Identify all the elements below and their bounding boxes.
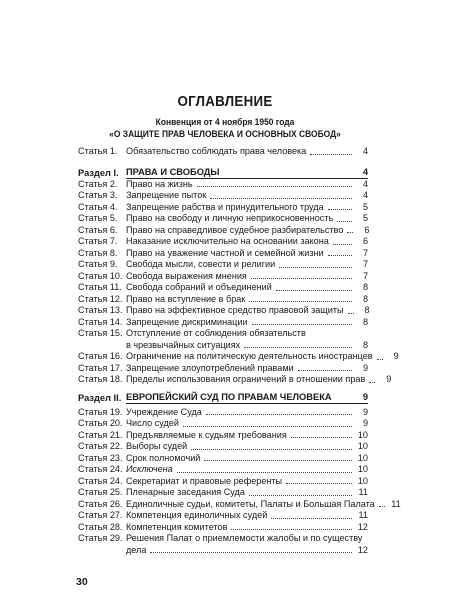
toc-entry (78, 190, 368, 202)
toc-entry-page: 6 (362, 236, 368, 246)
toc-entry-page: 6 (364, 224, 370, 235)
dot-leader (310, 154, 352, 155)
toc-entry-title: Учреждение Суда (126, 406, 202, 417)
dot-leader (150, 552, 352, 553)
toc-entry-title: Отступление от соблюдения обязательств (126, 328, 306, 338)
dot-leader (276, 290, 352, 291)
toc-entry-title: Право на справедливое судебное разбирательство (126, 224, 344, 235)
toc-entry-number: Статья 18. (78, 374, 123, 384)
toc-section-heading (78, 166, 368, 179)
toc-entry-number: Статья 9. (78, 259, 118, 269)
toc-entry-title: Свобода собраний и объединений (126, 282, 272, 292)
toc-entry-title: Право на жизнь (126, 178, 193, 189)
toc-entry-number: Статья 25. (78, 487, 123, 497)
toc-entry-number: Статья 8. (78, 247, 118, 258)
dot-leader (348, 313, 354, 314)
toc-entry (78, 430, 368, 442)
toc-entry-title: Пределы использования ограничений в отношении прав (126, 374, 366, 384)
toc-entry-title: Право на вступление в брак (126, 293, 246, 304)
toc-entry-title: Компетенция комитетов (126, 521, 228, 532)
toc-entry (78, 213, 368, 225)
toc-entry (78, 522, 368, 534)
toc-entry (78, 259, 368, 271)
dot-leader (298, 370, 352, 371)
toc-entry-page: 8 (362, 282, 368, 292)
toc-entry (78, 374, 392, 386)
toc-entry (78, 351, 399, 363)
toc-entry-page: 12 (357, 544, 368, 555)
toc-entry-page: 4 (362, 146, 368, 156)
toc-entry-page: 7 (362, 270, 368, 281)
toc-entry (78, 236, 368, 248)
toc-entry-number: Статья 22. (78, 441, 123, 451)
dot-leader (197, 186, 352, 187)
toc-entry-title: Секретариат и правовые референты (126, 475, 283, 486)
toc-entry-number: Статья 11. (78, 282, 122, 292)
toc-entry-title: Единоличные судьи, комитеты, Палаты и Большая Палата (126, 498, 375, 509)
toc-entry (78, 441, 368, 453)
toc-entry (78, 202, 368, 214)
toc-entry-number: Статья 21. (78, 429, 123, 440)
dot-leader (369, 382, 375, 383)
toc-entry-number: Статья 27. (78, 510, 123, 520)
dot-leader (337, 221, 352, 222)
toc-entry-page: 11 (358, 487, 368, 497)
toc-entry-title: Запрещение дискриминации (126, 316, 248, 327)
toc-entry-page: 4 (362, 178, 368, 189)
dot-leader (204, 460, 352, 461)
dot-leader (206, 414, 352, 415)
toc-entry-page: 8 (364, 305, 370, 315)
dot-leader (244, 347, 352, 348)
toc-entry-page: 10 (357, 429, 368, 440)
toc-entry-title: Число судей (126, 418, 179, 428)
toc-entry-number: Статья 2. (78, 178, 118, 189)
toc-entry (78, 328, 368, 351)
toc-entry (78, 294, 368, 306)
dot-leader (249, 495, 352, 496)
toc-entry-number: Статья 28. (78, 521, 123, 532)
section-page: 4 (362, 166, 368, 177)
toc-entry-title: Запрещение рабства и принудительного труда (126, 201, 324, 212)
toc-entry-page: 9 (362, 406, 368, 417)
toc-entry-number: Статья 7. (78, 236, 118, 246)
toc-entry-page: 5 (362, 213, 368, 223)
dot-leader (279, 267, 352, 268)
dot-leader (183, 426, 352, 427)
toc-entry-title-continued: дела (126, 544, 147, 555)
section-page: 9 (362, 391, 368, 402)
toc-entry-page: 8 (362, 316, 368, 327)
toc-entry (78, 146, 368, 158)
toc-entry-title: Пленарные заседания Суда (126, 487, 245, 497)
toc-entry (78, 363, 368, 375)
toc-entry-page: 8 (362, 293, 368, 304)
toc-entry-number: Статья 6. (78, 224, 118, 235)
dot-leader (249, 301, 352, 302)
toc-entry-page: 11 (391, 498, 401, 509)
toc-entry (78, 510, 368, 522)
toc-entry-title: Обязательство соблюдать права человека (126, 146, 307, 156)
toc-entry-number: Статья 10. (78, 270, 123, 281)
toc-entry-number: Статья 24. (78, 464, 123, 474)
toc-entry (78, 453, 368, 465)
dot-leader (210, 198, 352, 199)
toc-entry (78, 271, 368, 283)
toc-entry-title: Компетенция единоличных судей (126, 510, 268, 520)
toc-entry-title: Ограничение на политическую деятельность иностранцев (126, 351, 373, 361)
toc-entry (78, 282, 368, 294)
toc-entry (78, 418, 368, 430)
convention-date-line: Конвенция от 4 ноября 1950 года (155, 117, 295, 128)
toc-entry-page: 4 (362, 190, 368, 200)
toc-entry-page: 10 (357, 475, 368, 486)
toc-entry-title: Решения Палат о приемлемости жалобы и по существу (126, 533, 363, 543)
toc-entry-page: 11 (358, 510, 368, 520)
toc-entry-number: Статья 29. (78, 533, 123, 543)
toc-entry-number: Статья 19. (78, 406, 123, 417)
dot-leader (271, 518, 352, 519)
toc-entry (78, 498, 401, 511)
toc-entry-number: Статья 16. (78, 351, 123, 361)
toc-entry (78, 225, 368, 237)
toc-entry-title: Предъявляемые к судьям требования (126, 429, 287, 440)
toc-section-heading (78, 391, 368, 404)
toc-entry-number: Статья 20. (78, 418, 123, 428)
page-title: ОГЛАВЛЕНИЕ (177, 94, 273, 110)
toc-entry-number: Статья 4. (78, 201, 118, 212)
toc-entry-title: Свобода выражения мнения (126, 270, 247, 281)
dot-leader (377, 359, 383, 360)
toc-entry-number: Статья 17. (78, 362, 123, 373)
toc-entry-title: Запрещение пыток (126, 190, 207, 200)
toc-entry (78, 248, 368, 260)
toc-entry-number: Статья 5. (78, 213, 118, 223)
toc-entry-page: 8 (362, 339, 368, 350)
section-title: ПРАВА И СВОБОДЫ (126, 166, 220, 177)
toc-entry (78, 487, 368, 499)
dot-leader (328, 255, 352, 256)
toc-entry-number: Статья 24. (78, 475, 123, 486)
dot-leader (252, 324, 352, 325)
section-number: Раздел I. (78, 167, 119, 178)
toc-entry-title: Исключена (126, 464, 173, 474)
toc-entry (78, 317, 368, 329)
toc-entry-title: Право на уважение частной и семейной жизни (126, 247, 324, 258)
toc-entry-page: 12 (357, 521, 368, 532)
toc-entry (78, 305, 368, 317)
convention-heading (0, 117, 450, 140)
dot-leader (328, 209, 352, 210)
dot-leader (191, 449, 352, 450)
toc-entry-number: Статья 13. (78, 305, 123, 315)
toc-entry-title: Право на эффективное средство правовой защиты (126, 305, 344, 315)
dot-leader (251, 278, 352, 279)
toc-entry-title: Срок полномочий (126, 452, 201, 463)
toc-entry-title-continued: в чрезвычайных ситуациях (126, 339, 241, 350)
toc-entry-page: 9 (362, 418, 368, 428)
toc-entry-number: Статья 15. (78, 328, 123, 338)
convention-name-line: «О ЗАЩИТЕ ПРАВ ЧЕЛОВЕКА И ОСНОВНЫХ СВОБОД» (109, 128, 341, 140)
toc-entry (78, 179, 368, 191)
toc-entry (78, 476, 368, 488)
toc-entry-number: Статья 23. (78, 452, 123, 463)
toc-entry-number: Статья 12. (78, 293, 123, 304)
section-title: ЕВРОПЕЙСКИЙ СУД ПО ПРАВАМ ЧЕЛОВЕКА (126, 391, 332, 402)
dot-leader (286, 483, 352, 484)
toc-entry-page: 7 (362, 259, 368, 269)
toc-entry-title: Выборы судей (126, 441, 188, 451)
toc-entry-page: 5 (362, 201, 368, 212)
toc-entry-title: Право на свободу и личную неприкосновенность (126, 213, 334, 223)
toc-entry-number: Статья 1. (78, 146, 118, 156)
page-number: 30 (76, 576, 88, 588)
dot-leader (291, 437, 352, 438)
dot-leader (347, 232, 353, 233)
toc-entry-page: 10 (357, 452, 368, 463)
dot-leader (231, 529, 352, 530)
toc-entry-number: Статья 3. (78, 190, 118, 200)
toc-entry-title: Наказание исключительно на основании закона (126, 236, 329, 246)
toc-entry (78, 407, 368, 419)
toc-entry-page: 9 (393, 351, 399, 361)
dot-leader (177, 472, 352, 473)
section-number: Раздел II. (78, 392, 122, 403)
table-of-contents (78, 146, 401, 556)
toc-entry-page: 9 (362, 362, 368, 373)
toc-entry-number: Статья 26. (78, 498, 123, 509)
dot-leader (379, 506, 385, 507)
toc-entry (78, 533, 368, 556)
toc-entry-page: 10 (357, 464, 368, 474)
toc-entry-title: Запрещение злоупотреблений правами (126, 362, 294, 373)
toc-entry-page: 9 (386, 374, 392, 384)
toc-entry-title: Свобода мысли, совести и религии (126, 259, 276, 269)
toc-entry-page: 10 (357, 441, 368, 451)
toc-entry (78, 464, 368, 476)
toc-entry-page: 7 (362, 247, 368, 258)
toc-entry-number: Статья 14. (78, 316, 123, 327)
dot-leader (333, 244, 352, 245)
